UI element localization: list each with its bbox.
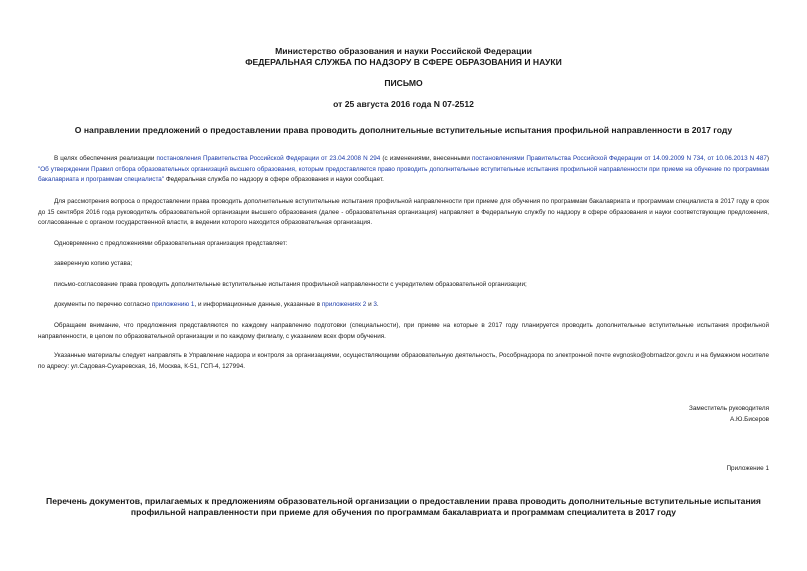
- link-appendix-3[interactable]: 3: [373, 301, 377, 308]
- link-appendix-2[interactable]: приложениях 2: [321, 301, 367, 308]
- paragraph-2: Для рассмотрения вопроса о предоставлении права проводить дополнительные вступительные испытания профильной направленности при приеме для обучения по программам бакалавриата и программам специалиста в 2017 году в срок до 15 сентября 2016 года руководитель образовательной организации высшего образования (далее - образовательная организация) направляет в Федеральную службу по надзору в сфере образования и науки соответствующие предложения, согласованные с органом государственной власти, в ведении которого находится образовательная организация.: [38, 198, 769, 226]
- ministry-name: Министерство образования и науки Российской Федерации: [275, 46, 532, 56]
- paragraph-1-text-b: (с изменениями, внесенными: [380, 155, 472, 162]
- link-decrees-amendments[interactable]: постановлениями Правительства Российской Федерации от 14.09.2009 N 734, от 10.06.2013 N 487: [471, 155, 767, 162]
- appendix-label: Приложение 1: [726, 465, 769, 472]
- list-item-charter: заверенную копию устава;: [54, 260, 133, 267]
- link-appendix-1[interactable]: приложению 1: [151, 301, 195, 308]
- appendix-title: Перечень документов, прилагаемых к предложениям образовательной организации о предоставлении права проводить дополнительные вступительные испытания профильной направленности при приеме для обучения по программам бакалавриата и программам специалитета в 2017 году: [46, 496, 761, 517]
- document-date-number: от 25 августа 2016 года N 07-2512: [333, 99, 474, 109]
- list-item-approval-letter: письмо-согласование права проводить дополнительные вступительные испытания профильной направленности с учредителем образовательной организации;: [54, 281, 527, 288]
- paragraph-6-text-c: и: [366, 301, 374, 308]
- document-type: ПИСЬМО: [384, 78, 423, 88]
- paragraph-1-text-a: В целях обеспечения реализации: [54, 155, 157, 162]
- paragraph-6-text-b: , и информационные данные, указанные в: [194, 301, 322, 308]
- paragraph-1-text-c: ): [766, 155, 769, 162]
- signature-position: Заместитель руководителя: [688, 405, 769, 412]
- link-decree-294[interactable]: постановления Правительства Российской Федерации от 23.04.2008 N 294: [156, 155, 381, 162]
- signature-name: А.Ю.Бисеров: [730, 416, 769, 423]
- list-item-documents: [38, 300, 769, 311]
- letter-subject: О направлении предложений о предоставлении права проводить дополнительные вступительные испытания профильной направленности в 2017 году: [74, 125, 733, 135]
- paragraph-7: Обращаем внимание, что предложения представляются по каждому направлению подготовки (специальности), при приеме на которые в 2017 году планируется проводить дополнительные вступительные испытания профильной направленности, в целом по образовательной организации и по каждому филиалу, с указанием всех форм обучения.: [38, 322, 769, 340]
- paragraph-8: Указанные материалы следует направлять в Управление надзора и контроля за организациями, осуществляющими образовательную деятельность, Рособрнадзора по электронной почте evgnosko@obrnadzor.gov.ru и на бумажном носителе по адресу: ул.Садовая-Сухаревская, 16, Москва, К-51, ГСП-4, 127994.: [38, 352, 769, 370]
- paragraph-6-text-a: документы по перечню согласно: [54, 301, 152, 308]
- paragraph-1-text-d: Федеральная служба по надзору в сфере образования и науки сообщает.: [164, 176, 384, 183]
- paragraph-3: Одновременно с предложениями образовательная организация представляет:: [54, 240, 288, 247]
- paragraph-6-text-d: .: [376, 301, 379, 308]
- paragraph-1: [38, 154, 769, 186]
- link-selection-rules[interactable]: "Об утверждении Правил отбора образовательных организаций высшего образования, которым предоставляется право проводить дополнительные вступительные испытания профильной направленности при приеме на обучение по программам бакалавриата и программам специалиста": [38, 165, 769, 183]
- service-name: ФЕДЕРАЛЬНАЯ СЛУЖБА ПО НАДЗОРУ В СФЕРЕ ОБРАЗОВАНИЯ И НАУКИ: [245, 57, 562, 67]
